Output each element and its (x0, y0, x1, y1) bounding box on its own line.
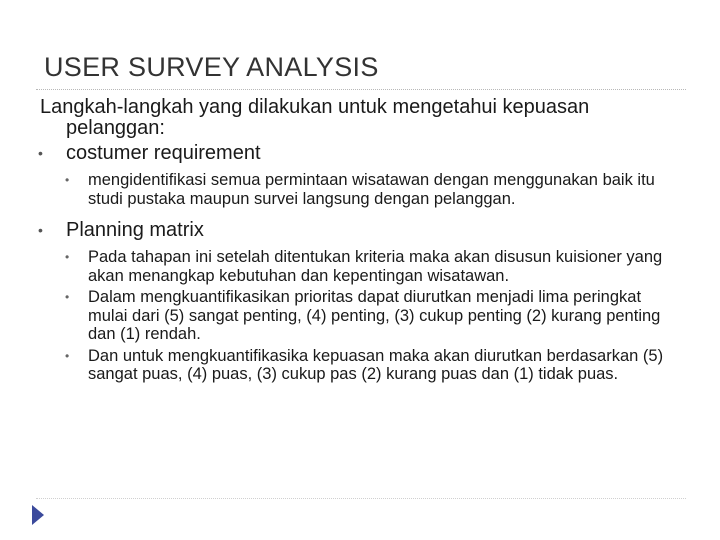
list-item (36, 171, 686, 208)
section-customer-requirement-items (36, 171, 686, 208)
section-planning-matrix-items (36, 248, 686, 384)
section-planning-matrix (36, 220, 686, 241)
title-divider (36, 89, 686, 90)
arrow-marker-icon (30, 503, 46, 527)
list-item (36, 248, 686, 285)
list-item-text: Dalam mengkuantifikasikan prioritas dapat diurutkan menjadi lima peringkat mulai dari (5) sangat penting, (4) penting, (3) cukup penting (2) kurang penting dan (1) rendah. (88, 288, 661, 343)
bullet-icon: • (65, 290, 70, 304)
bullet-icon: • (38, 222, 43, 238)
bullet-icon: • (65, 173, 70, 187)
list-item-text: mengidentifikasi semua permintaan wisatawan dengan menggunakan baik itu studi pustaka maupun survei langsung dengan pelanggan. (88, 171, 655, 208)
slide-content (36, 97, 686, 396)
list-item (36, 347, 686, 384)
slide-title: USER SURVEY ANALYSIS (44, 52, 379, 82)
list-item (36, 288, 686, 344)
intro-text: Langkah-langkah yang dilakukan untuk mengetahui kepuasan pelanggan: (40, 96, 590, 139)
list-item-text: Dan untuk mengkuantifikasika kepuasan maka akan diurutkan berdasarkan (5) sangat puas, (4) puas, (3) cukup pas (2) kurang puas dan (1) tidak puas. (88, 346, 664, 383)
list-item-text: Pada tahapan ini setelah ditentukan kriteria maka akan disusun kuisioner yang akan menangkap kebutuhan dan kepentingan wisatawan. (88, 248, 663, 285)
bullet-icon: • (38, 145, 43, 161)
section-customer-requirement (36, 143, 686, 164)
bullet-icon: • (65, 348, 70, 363)
section-heading: costumer requirement (66, 142, 261, 164)
bullet-icon: • (65, 250, 70, 264)
footer-divider (36, 498, 686, 499)
section-heading: Planning matrix (66, 219, 204, 241)
